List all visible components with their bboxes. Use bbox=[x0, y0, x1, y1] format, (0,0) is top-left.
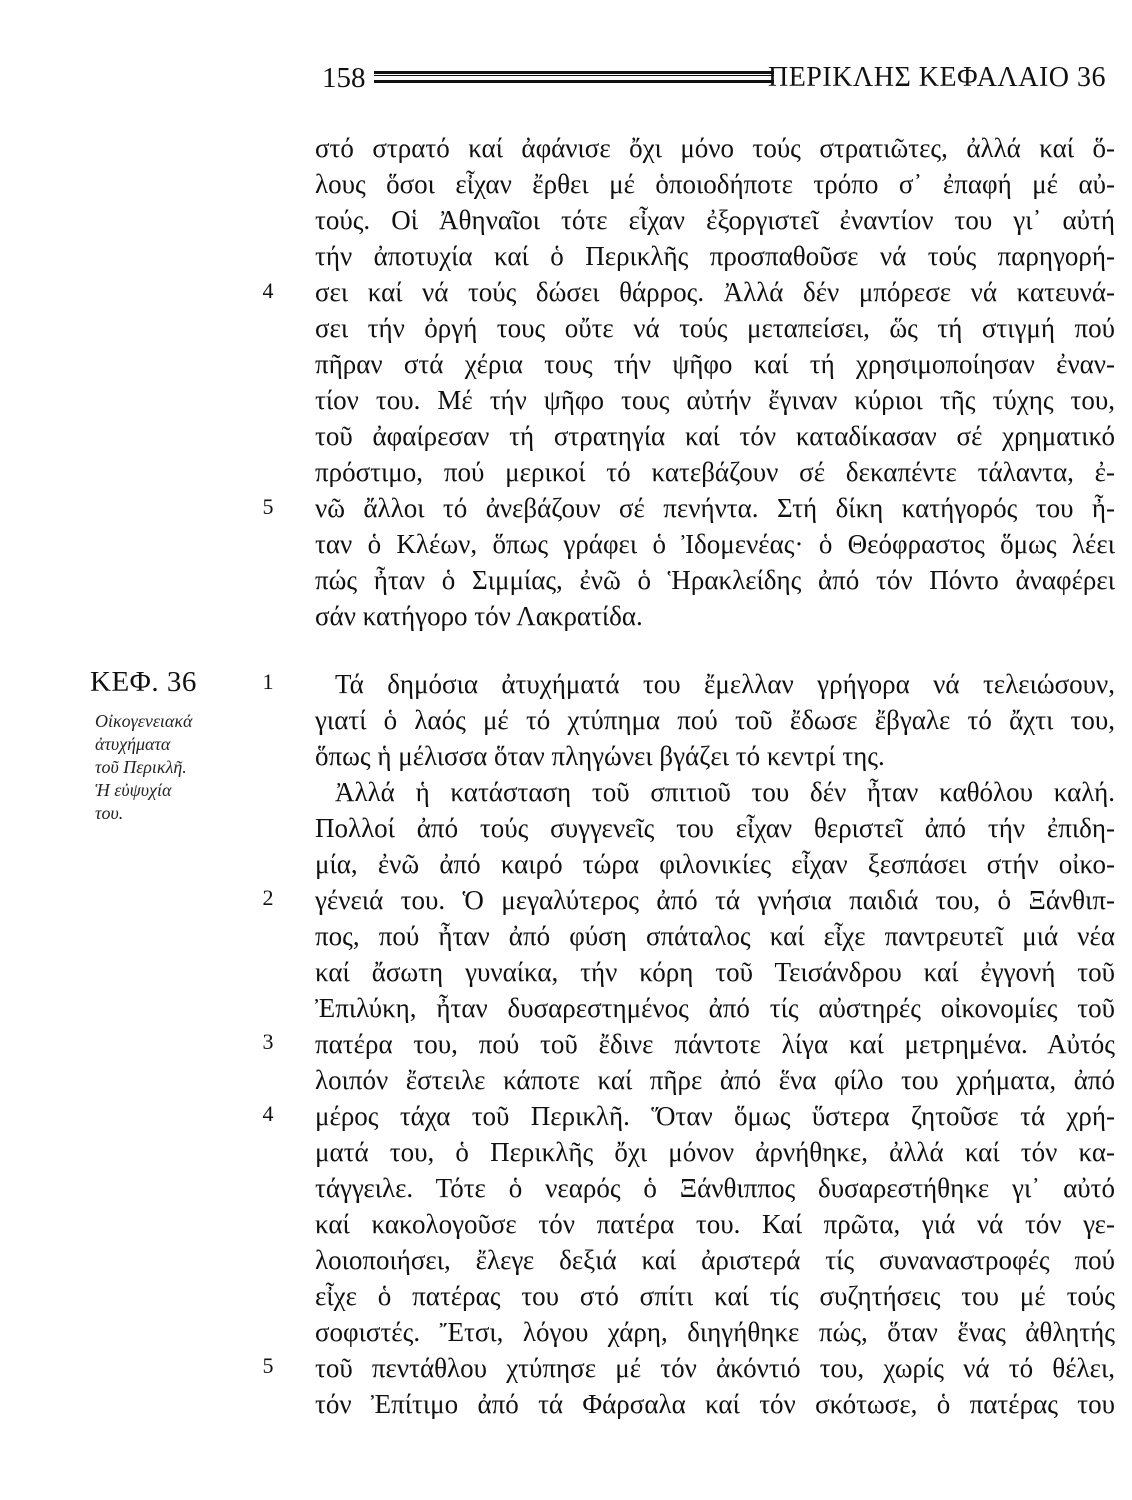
line-number: 4 bbox=[262, 1101, 274, 1126]
text-line: στό στρατό καί ἀφάνισε ὄχι μόνο τούς στρατιῶτες, ἀλλά καί ὅ- bbox=[315, 133, 1115, 163]
text-line: γιατί ὁ λαός μέ τό χτύπημα πού τοῦ ἔδωσε ἔβγαλε τό ἄχτι του, bbox=[315, 705, 1115, 735]
text-line: Τά δημόσια ἀτυχήματά του ἔμελλαν γρήγορα νά τελειώσουν, bbox=[335, 669, 1115, 699]
text-line: λους ὅσοι εἶχαν ἔρθει μέ ὁποιοδήποτε τρόπο σ᾽ ἐπαφή μέ αὐ- bbox=[315, 169, 1115, 199]
line-number: 2 bbox=[262, 885, 274, 910]
note-line: ἀτυχήματα bbox=[95, 734, 171, 754]
text-line: νῶ ἄλλοι τό ἀνεβάζουν σέ πενήντα. Στή δίκη κατήγορός του ἦ- bbox=[315, 493, 1115, 523]
marginal-note bbox=[95, 710, 245, 825]
text-line: σει καί νά τούς δώσει θάρρος. Ἀλλά δέν μπόρεσε νά κατευνά- bbox=[315, 277, 1115, 307]
text-line: σάν κατήγορο τόν Λακρατίδα. bbox=[315, 601, 643, 631]
text-line: τόν Ἐπίτιμο ἀπό τά Φάρσαλα καί τόν σκότωσε, ὁ πατέρας του bbox=[315, 1389, 1115, 1419]
line-number: 4 bbox=[262, 278, 274, 303]
text-line: ματά του, ὁ Περικλῆς ὄχι μόνον ἀρνήθηκε, ἀλλά καί τόν κα- bbox=[315, 1137, 1115, 1167]
note-line: του. bbox=[95, 803, 124, 823]
text-line: πρόστιμο, πού μερικοί τό κατεβάζουν σέ δεκαπέντε τάλαντα, ἐ- bbox=[315, 457, 1115, 487]
text-line: τήν ἀποτυχία καί ὁ Περικλῆς προσπαθοῦσε νά τούς παρηγορή- bbox=[315, 241, 1115, 271]
text-line: τάγγειλε. Τότε ὁ νεαρός ὁ Ξάνθιππος δυσαρεστήθηκε γι᾽ αὐτό bbox=[315, 1173, 1115, 1203]
running-title: ΠΕΡΙΚΛΗΣ ΚΕΦΑΛΑΙΟ 36 bbox=[767, 62, 1106, 93]
text-line: λοιοποιήσει, ἔλεγε δεξιά καί ἀριστερά τίς συναναστροφές πού bbox=[315, 1245, 1115, 1275]
text-line: πος, πού ἦταν ἀπό φύση σπάταλος καί εἶχε παντρευτεῖ μιά νέα bbox=[315, 921, 1115, 951]
text-line: λοιπόν ἔστειλε κάποτε καί πῆρε ἀπό ἕνα φίλο του χρήματα, ἀπό bbox=[315, 1065, 1115, 1095]
text-line: μέρος τάχα τοῦ Περικλῆ. Ὅταν ὅμως ὕστερα ζητοῦσε τά χρή- bbox=[315, 1101, 1115, 1131]
text-line: καί ἄσωτη γυναίκα, τήν κόρη τοῦ Τεισάνδρου καί ἐγγονή τοῦ bbox=[315, 957, 1115, 987]
line-number: 1 bbox=[262, 669, 274, 694]
text-line: Ἀλλά ἡ κατάσταση τοῦ σπιτιοῦ του δέν ἦταν καθόλου καλή. bbox=[335, 777, 1115, 807]
text-line: Ἐπιλύκη, ἦταν δυσαρεστημένος ἀπό τίς αὐστηρές οἰκονομίες τοῦ bbox=[315, 993, 1115, 1023]
text-line: Πολλοί ἀπό τούς συγγενεῖς του εἶχαν θεριστεῖ ἀπό τήν ἐπιδη- bbox=[315, 813, 1115, 843]
text-line: σει τήν ὀργή τους οὔτε νά τούς μεταπείσει, ὥς τή στιγμή πού bbox=[315, 313, 1115, 343]
text-line: πώς ἦταν ὁ Σιμμίας, ἐνῶ ὁ Ἡρακλείδης ἀπό τόν Πόντο ἀναφέρει bbox=[315, 565, 1115, 595]
page-number: 158 bbox=[322, 62, 366, 94]
text-line: τούς. Οἱ Ἀθηναῖοι τότε εἶχαν ἐξοργιστεῖ ἐναντίον του γι᾽ αὐτή bbox=[315, 205, 1115, 235]
text-line: πῆραν στά χέρια τους τήν ψῆφο καί τή χρησιμοποίησαν ἐναν- bbox=[315, 349, 1115, 379]
text-line: εἶχε ὁ πατέρας του στό σπίτι καί τίς συζητήσεις του μέ τούς bbox=[315, 1281, 1115, 1311]
running-header bbox=[322, 58, 1112, 98]
text-line: γένειά του. Ὁ μεγαλύτερος ἀπό τά γνήσια παιδιά του, ὁ Ξάνθιπ- bbox=[315, 885, 1115, 915]
text-line: σοφιστές. Ἔτσι, λόγου χάρη, διηγήθηκε πώς, ὅταν ἕνας ἀθλητής bbox=[315, 1317, 1115, 1347]
text-line: τοῦ ἀφαίρεσαν τή στρατηγία καί τόν καταδίκασαν σέ χρηματικό bbox=[315, 421, 1115, 451]
note-line: Οἰκογενειακά bbox=[95, 711, 193, 731]
text-line: καί κακολογοῦσε τόν πατέρα του. Καί πρῶτα, γιά νά τόν γε- bbox=[315, 1209, 1115, 1239]
text-line: τοῦ πεντάθλου χτύπησε μέ τόν ἀκόντιό του, χωρίς νά τό θέλει, bbox=[315, 1353, 1115, 1383]
chapter-label: ΚΕΦ. 36 bbox=[90, 666, 197, 698]
note-line: Ἡ εὐψυχία bbox=[95, 780, 172, 800]
text-line: τίον του. Μέ τήν ψῆφο τους αὐτήν ἔγιναν κύριοι τῆς τύχης του, bbox=[315, 385, 1115, 415]
text-line: μία, ἐνῶ ἀπό καιρό τώρα φιλονικίες εἶχαν ξεσπάσει στήν οἰκο- bbox=[315, 849, 1115, 879]
line-number: 3 bbox=[262, 1029, 274, 1054]
text-line: πατέρα του, πού τοῦ ἔδινε πάντοτε λίγα καί μετρημένα. Αὐτός bbox=[315, 1029, 1115, 1059]
text-line: ταν ὁ Κλέων, ὅπως γράφει ὁ Ἰδομενέας· ὁ Θεόφραστος ὅμως λέει bbox=[315, 529, 1115, 559]
line-number: 5 bbox=[262, 1353, 274, 1378]
paragraph-1 bbox=[315, 130, 1115, 634]
note-line: τοῦ Περικλῆ. bbox=[95, 757, 187, 777]
header-rule bbox=[374, 71, 774, 83]
paragraph-2 bbox=[315, 666, 1115, 1422]
line-number: 5 bbox=[262, 494, 274, 519]
text-line: ὅπως ἡ μέλισσα ὅταν πληγώνει βγάζει τό κεντρί της. bbox=[315, 741, 885, 771]
